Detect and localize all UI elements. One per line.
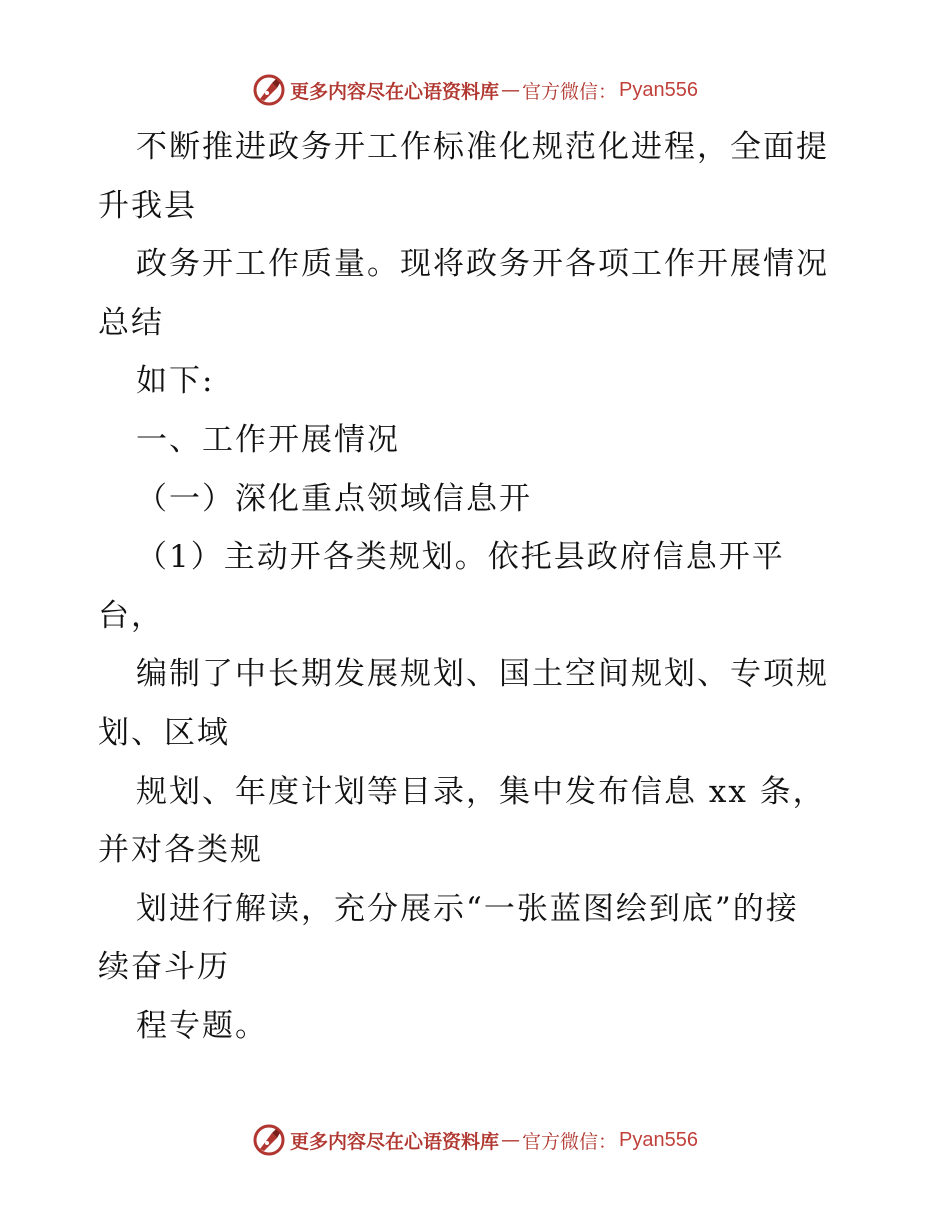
paragraph-line: （1）主动开各类规划。依托县政府信息开平 bbox=[136, 539, 785, 576]
pen-nib-logo-icon bbox=[252, 73, 286, 107]
paragraph-line: 总结 bbox=[98, 304, 164, 341]
paragraph-line: 程专题。 bbox=[136, 1007, 268, 1044]
section-heading: 一、工作开展情况 bbox=[136, 421, 400, 458]
header-banner bbox=[0, 70, 950, 110]
paragraph-line: 续奋斗历 bbox=[98, 949, 230, 986]
footer-dash: — bbox=[501, 1129, 521, 1151]
paragraph-line: 如下: bbox=[136, 363, 215, 400]
header-wechat-label: 官方微信： bbox=[522, 80, 618, 103]
pen-nib-logo-icon bbox=[252, 1123, 286, 1157]
paragraph-line: 不断推进政务开工作标准化规范化进程，全面提 bbox=[136, 129, 829, 165]
paragraph-line: 划、区域 bbox=[98, 714, 230, 751]
footer-wechat-id: Pyan556 bbox=[619, 1128, 698, 1151]
header-dash: — bbox=[501, 79, 521, 101]
paragraph-line: 并对各类规 bbox=[98, 832, 263, 869]
paragraph-line: 划进行解读，充分展示“一张蓝图绘到底”的接 bbox=[136, 890, 799, 927]
header-wechat-id: Pyan556 bbox=[619, 78, 698, 101]
paragraph-line: 编制了中长期发展规划、国土空间规划、专项规 bbox=[136, 656, 829, 693]
header-brand-text: 更多内容尽在心语资料库 bbox=[290, 80, 500, 103]
paragraph-line: 台， bbox=[98, 597, 164, 634]
footer-banner bbox=[0, 1120, 950, 1160]
subsection-heading: （一）深化重点领域信息开 bbox=[136, 480, 532, 517]
paragraph-line: 政务开工作质量。现将政务开各项工作开展情况 bbox=[136, 246, 829, 283]
paragraph-line: 升我县 bbox=[98, 187, 197, 224]
paragraph-line: 规划、年度计划等目录，集中发布信息 xx 条， bbox=[136, 773, 826, 810]
footer-brand-text: 更多内容尽在心语资料库 bbox=[290, 1130, 500, 1153]
footer-wechat-label: 官方微信： bbox=[522, 1130, 618, 1153]
document-body bbox=[98, 118, 858, 1056]
